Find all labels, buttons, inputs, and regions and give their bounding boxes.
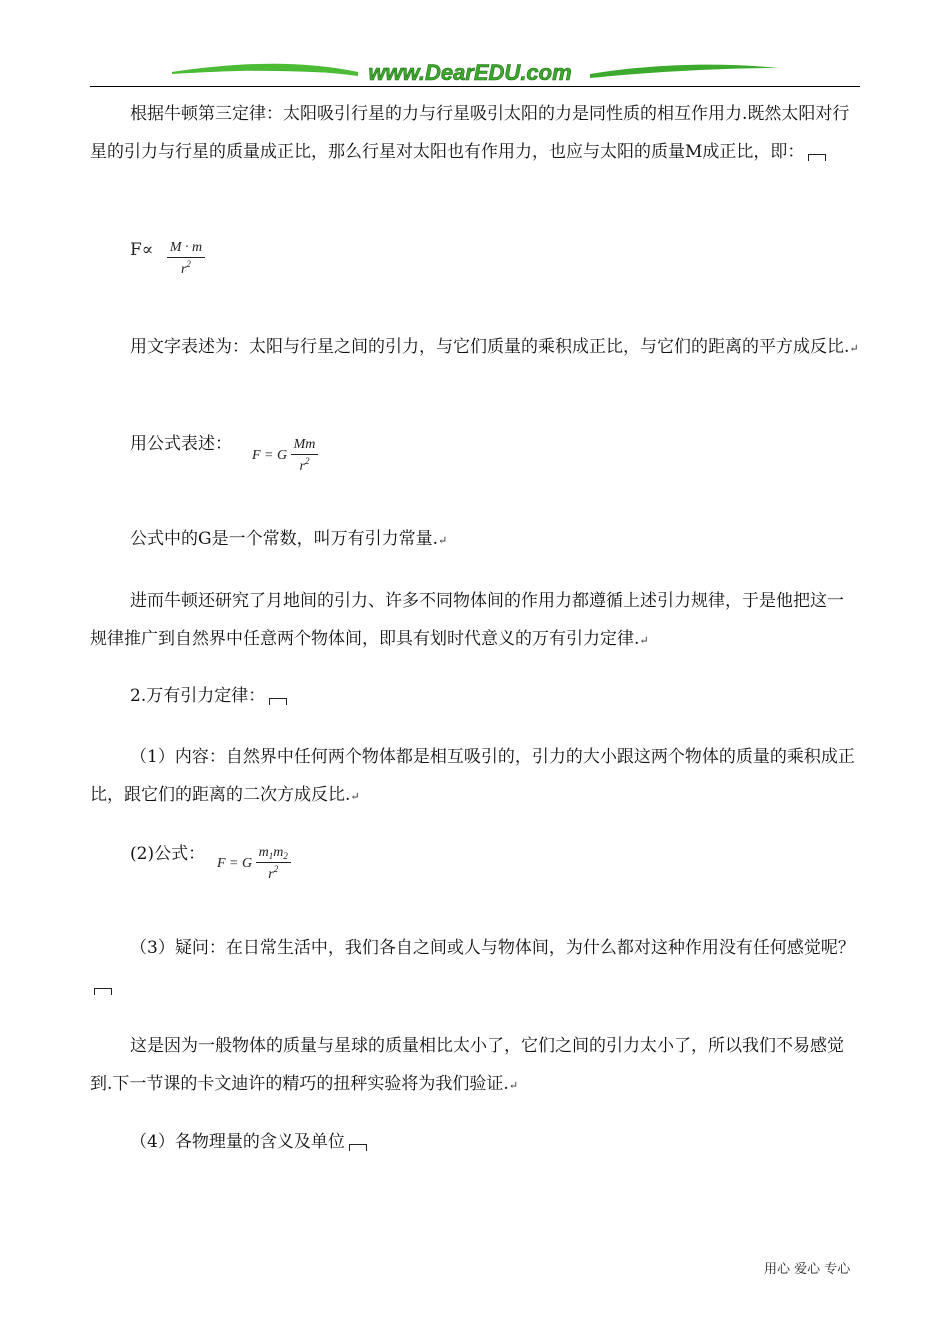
paragraph-2: 用文字表述为：太阳与行星之间的引力，与它们质量的乘积成正比，与它们的距离的平方成反比.↵: [130, 337, 858, 357]
paragraph-6: 2.万有引力定律：: [90, 677, 860, 715]
footer-slogan: 用心 爱心 专心: [764, 1262, 851, 1277]
formula-gravitation-Mm: F = G $\frac{Mm}{r^2}$: [252, 437, 318, 475]
return-mark: ↵: [639, 634, 648, 647]
logo-swoosh-left-2: [172, 64, 358, 76]
formula-gravitation-m1m2: F = G $\frac{m_1m_2}{r^2}$: [217, 845, 291, 883]
formula-lhs: F = G: [252, 448, 288, 464]
formula-numerator: Mm: [293, 437, 316, 452]
formula-lead: F∝: [130, 240, 154, 260]
paragraph-11: （4）各物理量的含义及单位: [90, 1123, 860, 1161]
paragraph-9: （3）疑问：在日常生活中，我们各自之间或人与物体间，为什么都对这种作用没有任何感觉呢？: [90, 929, 860, 1005]
formula-numerator: $m_1m_2$: [258, 845, 288, 861]
formula-lhs: F = G: [217, 856, 253, 872]
return-mark: [808, 154, 826, 161]
paragraph-5: 进而牛顿还研究了月地间的引力、许多不同物体间的作用力都遵循上述引力规律，于是他把这一规律推广到自然界中任意两个物体间，即具有划时代意义的万有引力定律.↵: [90, 591, 844, 649]
logo-text: www.DearEDU.com: [368, 60, 572, 85]
site-logo: [170, 58, 780, 88]
formula-denominator: r: [268, 867, 274, 882]
logo-swoosh-right: [590, 65, 778, 78]
return-mark: ↵: [350, 790, 359, 803]
return-mark: [94, 988, 112, 995]
return-mark: ↵: [508, 1079, 518, 1092]
return-mark: ↵: [437, 534, 447, 547]
formula-denominator: r: [299, 459, 305, 474]
formula-proportional: F∝ $\frac{M \cdot m}{r^2}$: [130, 240, 205, 278]
formula-denominator: r: [180, 262, 187, 277]
formula-numerator: M · m: [169, 240, 203, 255]
paragraph-8: (2)公式：: [130, 844, 206, 864]
header-divider: [90, 86, 860, 87]
return-mark: [349, 1144, 367, 1151]
return-mark: [269, 698, 287, 705]
paragraph-1: 根据牛顿第三定律：太阳吸引行星的力与行星吸引太阳的力是同性质的相互作用力.既然太阳对行星的引力与行星的质量成正比，那么行星对太阳也有作用力，也应与太阳的质量M成正比，即：: [90, 104, 850, 162]
paragraph-10: 这是因为一般物体的质量与星球的质量相比太小了，它们之间的引力太小了，所以我们不易感觉到.下一节课的卡文迪许的精巧的扭秤实验将为我们验证.↵: [90, 1036, 844, 1094]
paragraph-4: 公式中的G是一个常数，叫万有引力常量.↵: [130, 529, 447, 549]
return-mark: ↵: [849, 342, 858, 355]
paragraph-7: （1）内容：自然界中任何两个物体都是相互吸引的，引力的大小跟这两个物体的质量的乘积成正比，跟它们的距离的二次方成反比.↵: [90, 747, 855, 805]
paragraph-3: 用公式表述：: [130, 434, 232, 454]
